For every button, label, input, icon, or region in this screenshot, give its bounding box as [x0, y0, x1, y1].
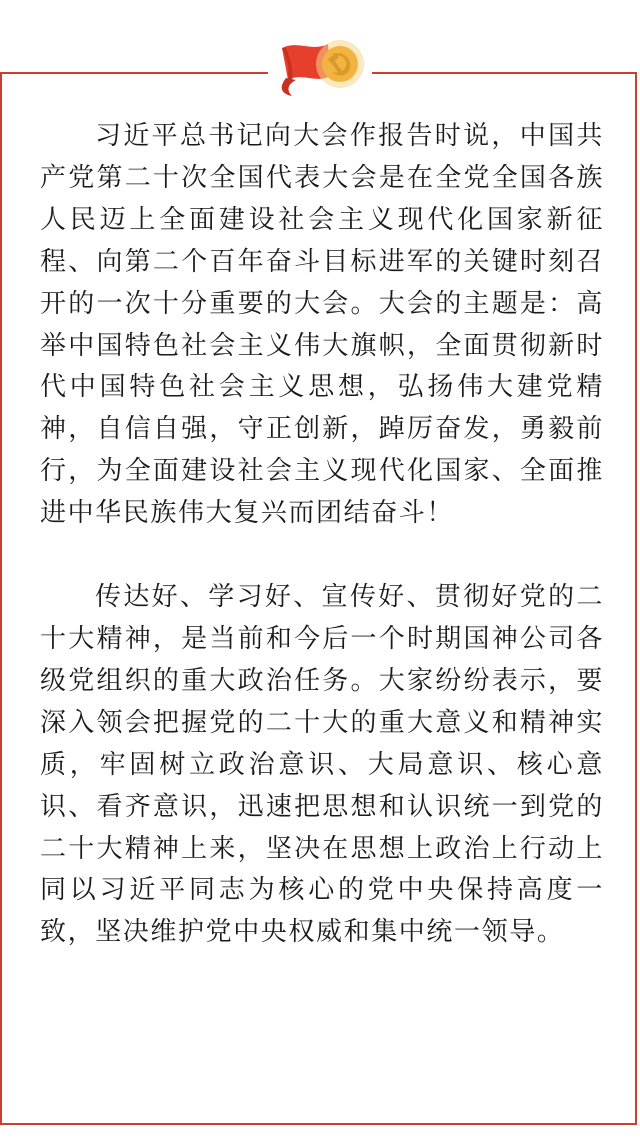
header-emblem [268, 30, 372, 102]
party-emblem-flag-icon [276, 32, 366, 100]
article-body [40, 116, 604, 954]
paragraph-2: 传达好、学习好、宣传好、贯彻好党的二十大精神，是当前和今后一个时期国神公司各级党组织的重大政治任务。大家纷纷表示，要深入领会把握党的二十大的重大意义和精神实质，牢固树立政治意识、大局意识、核心意识、看齐意识，迅速把思想和认识统一到党的二十大精神上来，坚决在思想上政治上行动上同以习近平同志为核心的党中央保持高度一致，坚决维护党中央权威和集中统一领导。 [40, 582, 604, 948]
paragraph-1: 习近平总书记向大会作报告时说，中国共产党第二十次全国代表大会是在全党全国各族人民迈上全面建设社会主义现代化国家新征程、向第二个百年奋斗目标进军的关键时刻召开的一次十分重要的大会。大会的主题是：高举中国特色社会主义伟大旗帜，全面贯彻新时代中国特色社会主义思想，弘扬伟大建党精神，自信自强，守正创新，踔厉奋发，勇毅前行，为全面建设社会主义现代化国家、全面推进中华民族伟大复兴而团结奋斗！ [40, 121, 604, 529]
